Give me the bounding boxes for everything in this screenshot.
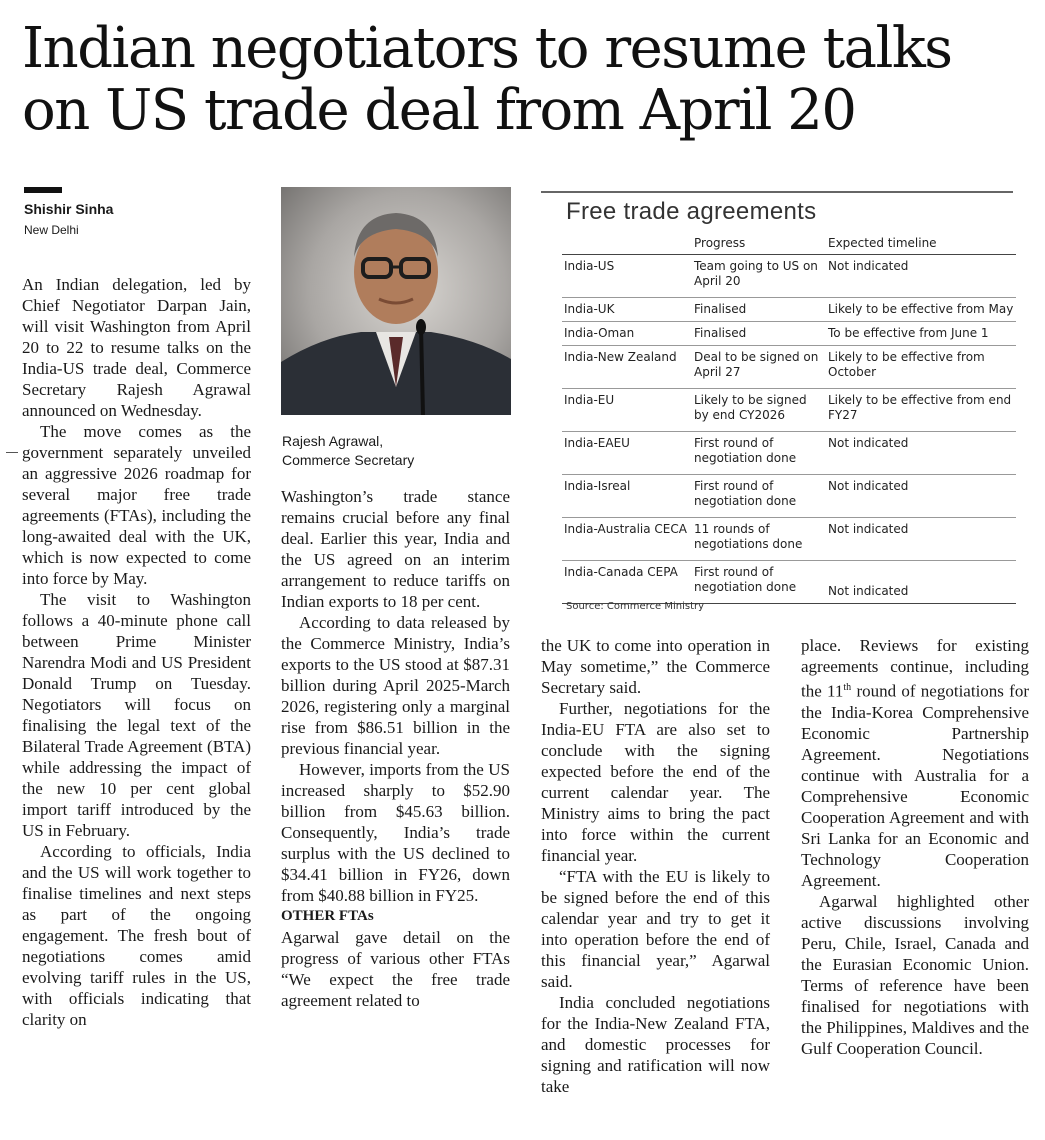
table-top-rule (541, 191, 1013, 193)
table-cell: Likely to be signed by end CY2026 (692, 389, 826, 432)
table-row (562, 346, 1016, 389)
article-column-4 (801, 635, 1029, 1059)
table-cell: Likely to be effective from end FY27 (826, 389, 1016, 432)
text-run: round of negotiations for the India-Korea Comprehensive Economic Partnership Agreement. Negotiations continue with Australia for a Comprehensive Economic Cooperation Agreement and with Sri Lanka for an Economic and Technology Cooperation Agreement. (801, 681, 1029, 890)
paragraph: India concluded negotiations for the India-New Zealand FTA, and domestic processes for signing and ratification will now take (541, 993, 770, 1096)
table-cell: India-UK (562, 298, 692, 322)
table-cell: India-Canada CEPA (562, 561, 692, 604)
article-column-2 (281, 486, 510, 1011)
table-cell: To be effective from June 1 (826, 322, 1016, 346)
paragraph: According to officials, India and the US will work together to finalise timelines and next steps as part of the ongoing engagement. The fresh bout of negotiations comes amid evolving tariff rules in the US, with officials indicating that clarity on (22, 842, 251, 1029)
table-header-row (562, 233, 1016, 255)
headline: Indian negotiators to resume talks on US trade deal from April 20 (22, 16, 952, 143)
table-cell: Likely to be effective from May (826, 298, 1016, 322)
table-title: Free trade agreements (566, 198, 817, 225)
article-column-1 (22, 274, 251, 1030)
subhead: OTHER FTAs (281, 908, 374, 924)
table-cell: Not indicated (826, 561, 1016, 604)
table-cell: India-Australia CECA (562, 518, 692, 561)
paragraph: Agarwal gave detail on the progress of various other FTAs “We expect the free trade agreement related to (281, 928, 510, 1010)
table-cell: India-EAEU (562, 432, 692, 475)
paragraph: According to data released by the Commerce Ministry, India’s exports to the US stood at $87.31 billion during April 2025-March 2026, registering only a marginal rise from $86.51 billion in the previous financial year. (281, 613, 510, 758)
table-row (562, 561, 1016, 604)
superscript: th (843, 682, 852, 693)
table-row (562, 432, 1016, 475)
table-row (562, 298, 1016, 322)
margin-mark (6, 452, 18, 453)
paragraph: The visit to Washington follows a 40-minute phone call between Prime Minister Narendra Modi and US President Donald Trump on Tuesday. Negotiators will focus on finalising the legal text of the Bilateral Trade Agreement (BTA) while addressing the impact of the new 10 per cent global import tariff introduced by the US in February. (22, 590, 251, 840)
table-cell: Not indicated (826, 475, 1016, 518)
byline-rule (24, 187, 62, 193)
text-run: place. Reviews for existing agreements continue, including the 11 (801, 636, 1029, 701)
paragraph: Further, negotiations for the India-EU FTA are also set to conclude with the signing expected before the end of the current calendar year. The Ministry aims to bring the pact into force within the current financial year. (541, 699, 770, 865)
table-cell: India-Oman (562, 322, 692, 346)
table-cell: India-Isreal (562, 475, 692, 518)
table-cell: Not indicated (826, 518, 1016, 561)
portrait-photo (281, 187, 511, 415)
table-header: Progress (692, 233, 826, 255)
caption-name: Rajesh Agrawal, (282, 433, 384, 449)
table-cell: First round of negotiation done (692, 475, 826, 518)
table-cell: Finalised (692, 298, 826, 322)
table-row (562, 389, 1016, 432)
author-name: Shishir Sinha (24, 201, 114, 217)
photo-caption (282, 432, 512, 470)
table-row (562, 255, 1016, 298)
table-cell: 11 rounds of negotiations done (692, 518, 826, 561)
table-row (562, 475, 1016, 518)
paragraph: An Indian delegation, led by Chief Negotiator Darpan Jain, will visit Washington from April 20 to 22 to resume talks on the India-US trade deal, Commerce Secretary Rajesh Agrawal announced on Wednesday. (22, 275, 251, 420)
article-column-3 (541, 635, 770, 1097)
fta-table (562, 233, 1016, 604)
paragraph: The move comes as the government separately unveiled an aggressive 2026 roadmap for several major free trade agreements (FTAs), including the long-awaited deal with the UK, which is now expected to come into force by May. (22, 422, 251, 588)
caption-title: Commerce Secretary (282, 452, 415, 468)
table-header (562, 233, 692, 255)
table-cell: Not indicated (826, 432, 1016, 475)
table-cell: First round of negotiation done (692, 432, 826, 475)
table-cell: Not indicated (826, 255, 1016, 298)
table-cell: Team going to US on April 20 (692, 255, 826, 298)
paragraph: “FTA with the EU is likely to be signed before the end of this calendar year and try to get it into operation before the end of this financial year,” Agarwal said. (541, 867, 770, 991)
paragraph: Washington’s trade stance remains crucial before any final deal. Earlier this year, India and the US agreed on an interim arrangement to reduce tariffs on Indian exports to 18 per cent. (281, 487, 510, 611)
table-cell: India-US (562, 255, 692, 298)
table-cell: First round of negotiation done (692, 561, 826, 604)
paragraph: Agarwal highlighted other active discussions involving Peru, Chile, Israel, Canada and the Eurasian Economic Union. Terms of reference have been finalised for negotiations with the Philippines, Maldives and the Gulf Cooperation Council. (801, 891, 1029, 1058)
table-cell: Deal to be signed on April 27 (692, 346, 826, 389)
table-cell: India-EU (562, 389, 692, 432)
table-cell: Likely to be effective from October (826, 346, 1016, 389)
table-row (562, 322, 1016, 346)
paragraph: However, imports from the US increased sharply to $52.90 billion from $45.63 billion. Consequently, India’s trade surplus with the US declined to $34.41 billion in FY26, down from $40.88 billion in FY25. (281, 760, 510, 905)
paragraph: the UK to come into operation in May sometime,” the Commerce Secretary said. (541, 636, 770, 697)
table-cell: India-New Zealand (562, 346, 692, 389)
dateline: New Delhi (24, 223, 79, 237)
table-row (562, 518, 1016, 561)
paragraph (801, 635, 1029, 891)
table-cell: Finalised (692, 322, 826, 346)
table-header: Expected timeline (826, 233, 1016, 255)
table-source: Source: Commerce Ministry (566, 601, 705, 612)
